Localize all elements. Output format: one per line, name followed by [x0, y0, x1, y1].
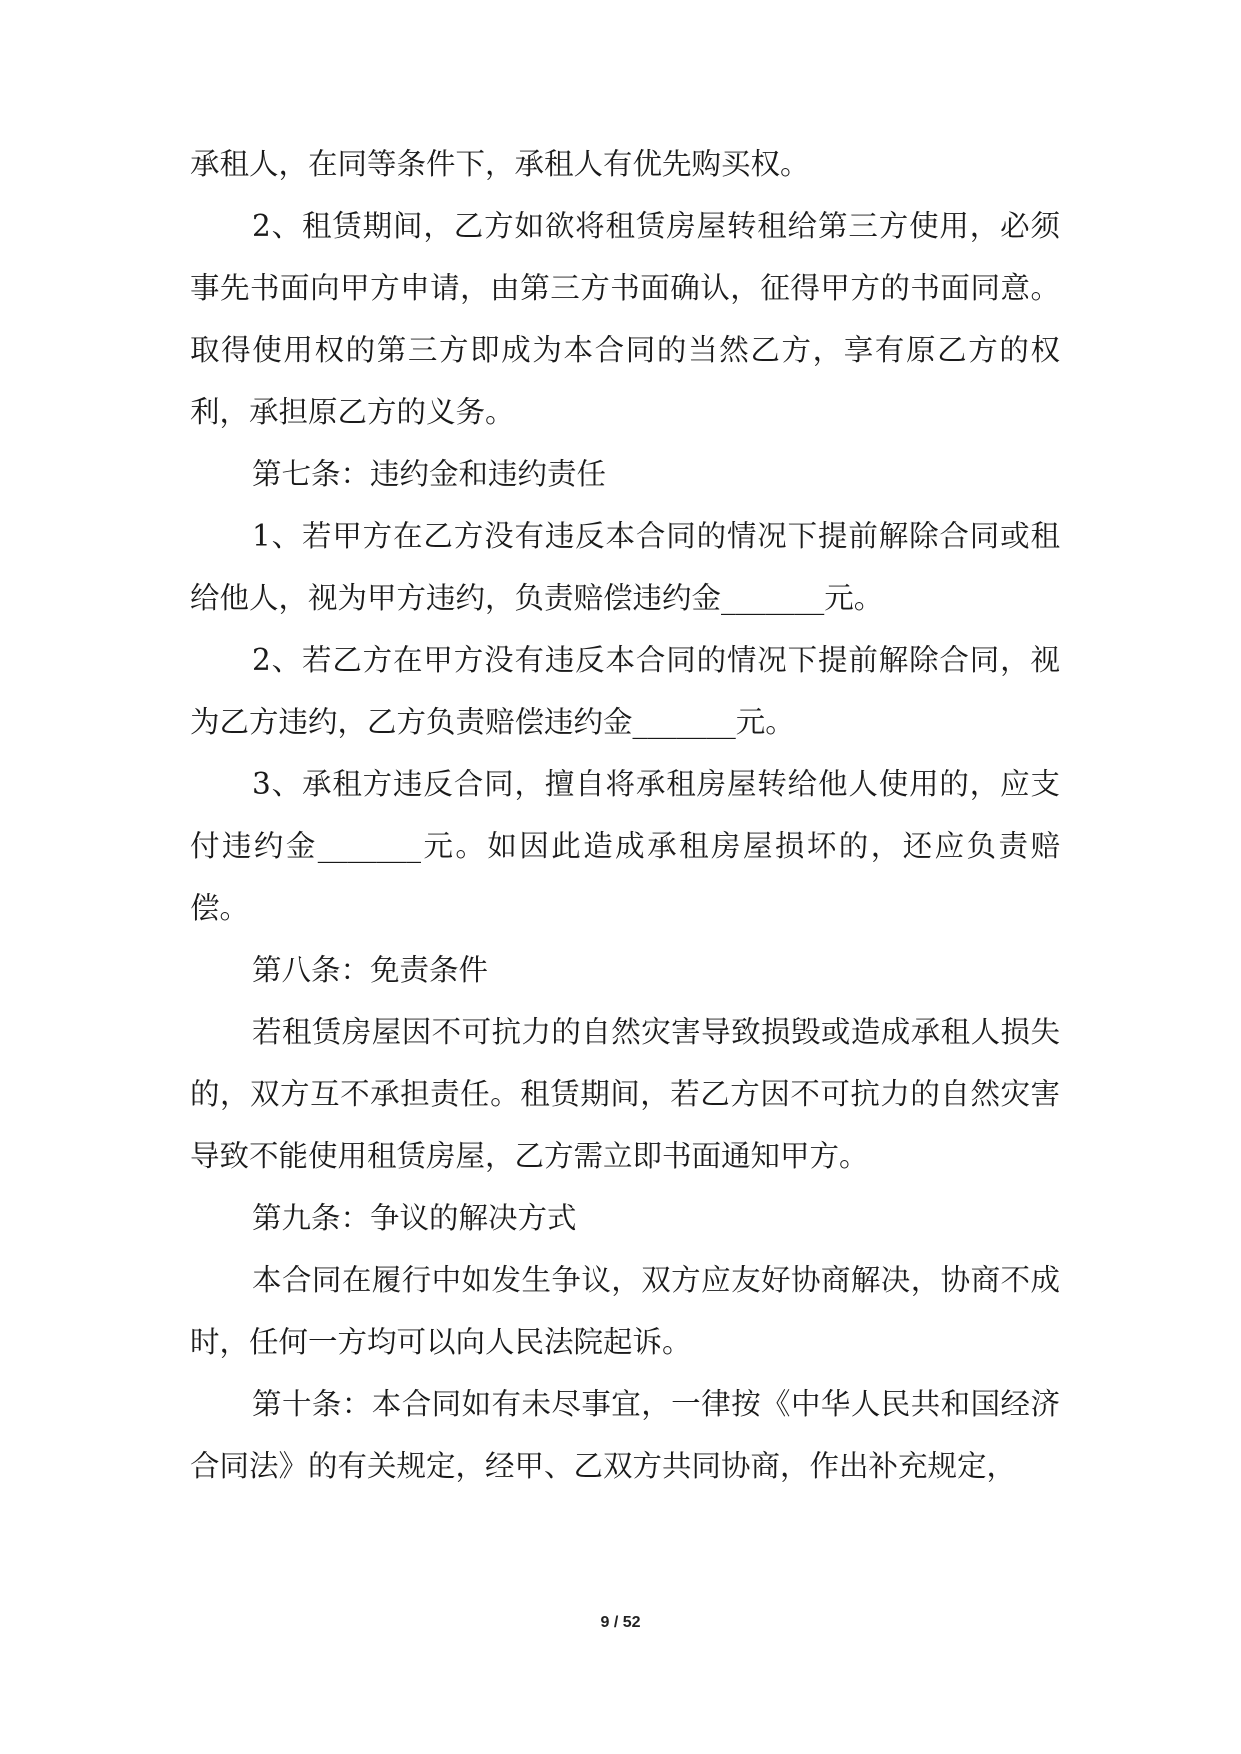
paragraph-article-7-item-2: 2、若乙方在甲方没有违反本合同的情况下提前解除合同，视为乙方违约，乙方负责赔偿违约金_______元。: [190, 643, 1060, 739]
paragraph-article-7-item-3: 3、承租方违反合同，擅自将承租房屋转给他人使用的，应支付违约金_______元。如因此造成承租房屋损坏的，还应负责赔偿。: [190, 767, 1060, 925]
heading-article-9: 第九条：争议的解决方式: [252, 1201, 577, 1235]
heading-article-8: 第八条：免责条件: [252, 953, 489, 987]
paragraph-sublease-clause: 2、租赁期间，乙方如欲将租赁房屋转租给第三方使用，必须事先书面向甲方申请，由第三方书面确认，征得甲方的书面同意。取得使用权的第三方即成为本合同的当然乙方，享有原乙方的权利，承担原乙方的义务。: [190, 209, 1060, 429]
paragraph-continuation: 承租人，在同等条件下，承租人有优先购买权。: [190, 147, 810, 181]
page-number: 9 / 52: [600, 1614, 641, 1631]
paragraph-article-9-body: 本合同在履行中如发生争议，双方应友好协商解决，协商不成时，任何一方均可以向人民法院起诉。: [190, 1263, 1060, 1359]
paragraph-article-7-item-1: 1、若甲方在乙方没有违反本合同的情况下提前解除合同或租给他人，视为甲方违约，负责赔偿违约金_______元。: [190, 519, 1060, 615]
paragraph-article-10: 第十条：本合同如有未尽事宜，一律按《中华人民共和国经济合同法》的有关规定，经甲、乙双方共同协商，作出补充规定，: [190, 1387, 1060, 1483]
document-body: [190, 133, 1060, 1497]
paragraph-article-8-body: 若租赁房屋因不可抗力的自然灾害导致损毁或造成承租人损失的，双方互不承担责任。租赁期间，若乙方因不可抗力的自然灾害导致不能使用租赁房屋，乙方需立即书面通知甲方。: [190, 1015, 1060, 1173]
heading-article-7: 第七条：违约金和违约责任: [252, 457, 607, 491]
